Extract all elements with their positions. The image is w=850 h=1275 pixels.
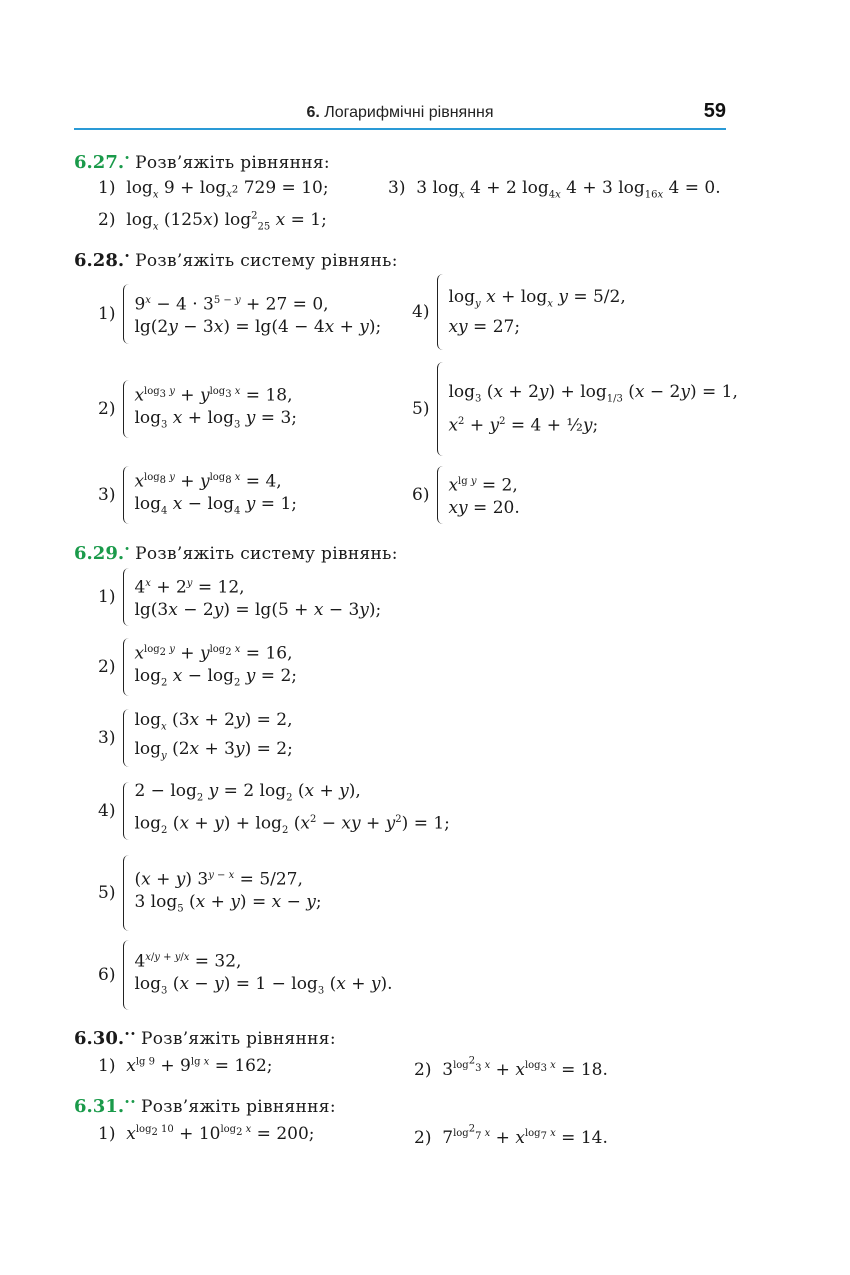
difficulty-marker: •: [124, 153, 131, 165]
difficulty-marker: •: [124, 544, 131, 556]
problem-6-29-item-2: 2) $x^{log_2 y} + y^{log_2 x} = 16$, $\log_2 x - \log_2 y = 2$;: [98, 638, 297, 696]
difficulty-marker: ••: [124, 1097, 136, 1109]
problem-6-29-heading: [74, 543, 398, 564]
problem-6-28-item-4: 4) $\log_y x + \log_x y = 5/2$, xy = 27;: [412, 274, 626, 350]
problem-number: 6.28.: [74, 250, 125, 271]
problem-6-28-item-2: 2) $x^{log_3 y} + y^{log_3 x} = 18$, $\log_3 x + \log_3 y = 3$;: [98, 380, 297, 438]
problem-number: 6.27.: [74, 152, 125, 173]
section-number: 6.: [306, 104, 320, 121]
problem-title: Розв’яжіть систему рівнянь:: [135, 251, 398, 271]
problem-number: 6.31.: [74, 1096, 125, 1117]
problem-6-27-item-3: 3) 3 $\log_x 4 + 2$ $\log_{4x} 4 + 3$ $\log_{16x} 4 = 0$.: [388, 178, 721, 201]
problem-6-30-heading: [74, 1028, 336, 1049]
problem-6-31-heading: [74, 1096, 336, 1117]
problem-6-29-item-4: 4) $2 - \log_2 y = 2$ $\log_2 (x + y)$, $\log_2 (x + y) + \log_2 (x^2$ − xy + $y^2) = 1$;: [98, 782, 450, 840]
problem-number: 6.30.: [74, 1028, 125, 1049]
problem-6-27-item-2: 2) $\log_x (125x)$ $\log^2_{25} x = 1$;: [98, 210, 327, 233]
problem-title: Розв’яжіть рівняння:: [141, 1097, 336, 1117]
problem-6-29-item-3: 3) $\log_x (3x + 2y) = 2$, $\log_y (2x + 3y) = 2$;: [98, 709, 293, 767]
problem-6-28-heading: [74, 250, 398, 271]
problem-number: 6.29.: [74, 543, 125, 564]
problem-6-31-item-2: 2) $7^{log^2_7 x} + x^{log_7 x} = 14$.: [414, 1124, 608, 1148]
problem-6-29-item-6: 6) $4^{x/y + y/x} = 32$, $\log_3 (x - y) = 1 - \log_3 (x + y)$.: [98, 940, 393, 1010]
problem-6-29-item-1: 1) $4^x + 2^y = 12$, lg(3x − 2y) = lg(5 + x − 3y);: [98, 568, 381, 626]
header-rule: [74, 128, 726, 130]
problem-6-28-item-6: 6) $x^{lg y} = 2$, xy = 20.: [412, 466, 520, 524]
problem-6-30-item-2: 2) $3^{log^2_3 x} + x^{log_3 x} = 18$.: [414, 1056, 608, 1080]
problem-title: Розв’яжіть систему рівнянь:: [135, 544, 398, 564]
difficulty-marker: ••: [124, 1029, 136, 1041]
page-number: 59: [703, 100, 726, 122]
difficulty-marker: •: [124, 251, 131, 263]
problem-6-28-item-5: 5) $\log_3 (x + 2y) + \log_{1/3} (x - 2y) = 1$, $x^2 + y^2 = 4$ + ½y;: [412, 362, 738, 456]
problem-6-27-item-1: 1) $\log_x 9 + \log_{x^2} 729 = 10$;: [98, 178, 329, 201]
section-title: Логарифмічні рівняння: [324, 104, 494, 121]
problem-6-28-item-1: 1) $9^x - 4 \cdot 3^{5 - y} + 27 = 0$, lg(2y − 3x) = lg(4 − 4x + y);: [98, 284, 381, 344]
problem-title: Розв’яжіть рівняння:: [135, 153, 330, 173]
problem-title: Розв’яжіть рівняння:: [141, 1029, 336, 1049]
running-header: [74, 100, 726, 128]
problem-6-27-heading: [74, 152, 330, 173]
problem-6-28-item-3: 3) $x^{log_8 y} + y^{log_8 x} = 4$, $\log_4 x - \log_4 y = 1$;: [98, 466, 297, 524]
problem-6-30-item-1: 1) $x^{lg 9} + 9^{lg x} = 162$;: [98, 1056, 273, 1076]
problem-6-29-item-5: 5) (x + y) $3^{y - x} = 5/27$, 3 $\log_5 (x + y) = x - y$;: [98, 855, 322, 931]
problem-6-31-item-1: 1) $x^{log_2 10} + 10^{log_2 x} = 200$;: [98, 1124, 315, 1144]
